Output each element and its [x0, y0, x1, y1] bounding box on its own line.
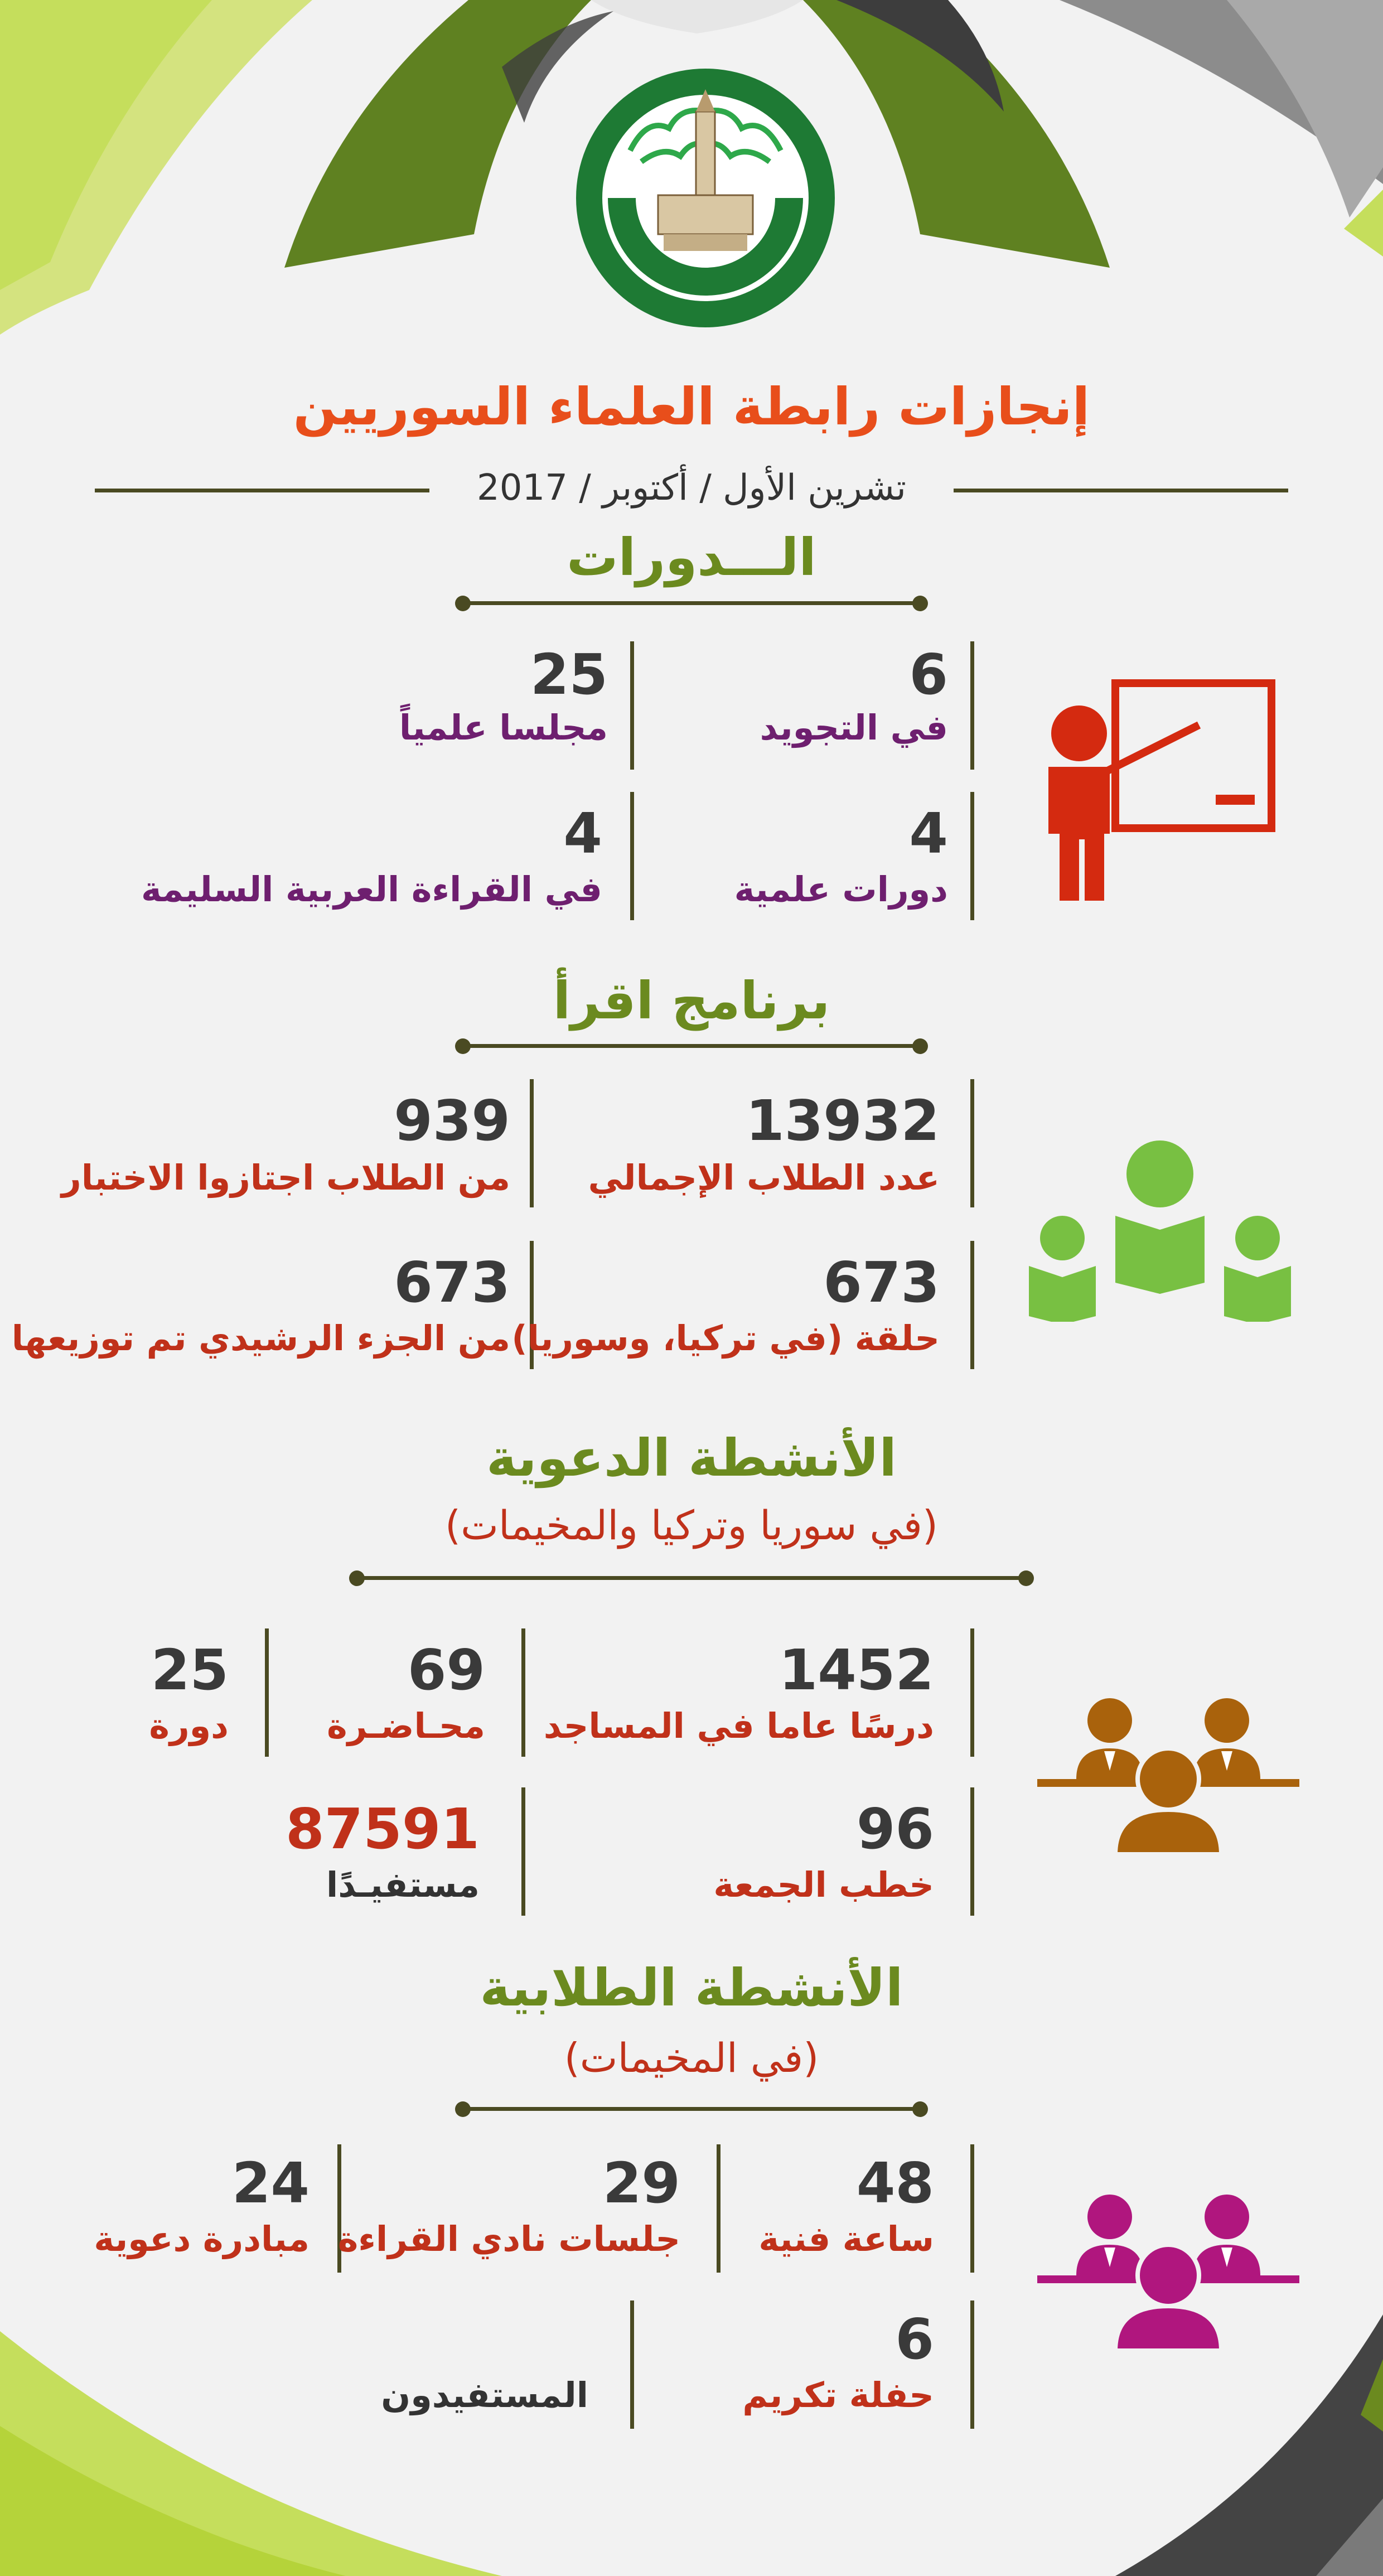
stat-value: 939	[394, 1088, 510, 1153]
stat-label: من الجزء الرشيدي تم توزيعها	[11, 1318, 510, 1359]
rule-dot	[455, 2101, 471, 2117]
stat-value: 673	[394, 1250, 510, 1315]
stat-value: 4	[909, 801, 948, 866]
stat-value-highlight: 87591	[286, 1796, 480, 1862]
stat-label: خطب الجمعة	[713, 1864, 934, 1905]
divider	[717, 2144, 720, 2273]
stat-value: 1452	[778, 1637, 934, 1703]
divider	[265, 1628, 269, 1757]
logo	[574, 67, 836, 329]
stat-value: 24	[231, 2150, 310, 2216]
stat-value: 69	[407, 1637, 485, 1703]
stat-value: 673	[823, 1250, 940, 1315]
rule-dot	[912, 596, 928, 611]
rule-dot	[1018, 1570, 1034, 1586]
divider	[970, 1628, 974, 1757]
section-title-iqra: برنامج اقرأ	[553, 971, 830, 1031]
divider	[521, 1628, 525, 1757]
divider	[630, 641, 634, 770]
divider	[970, 2144, 974, 2273]
stat-label: حفلة تكريم	[742, 2375, 934, 2415]
stat-label: مبادرة دعوية	[94, 2219, 310, 2259]
stat-label: درسًا عاما في المساجد	[543, 1705, 934, 1746]
stat-label: ساعة فنية	[758, 2219, 934, 2259]
section-title-student: الأنشطة الطلابية	[480, 1958, 903, 2018]
teacher-board-icon	[1037, 675, 1283, 909]
divider	[970, 641, 974, 770]
stat-label: حلقة (في تركيا، وسوريا)	[511, 1318, 940, 1359]
audience-brown-icon	[1037, 1695, 1299, 1857]
stat-value: 13932	[746, 1088, 940, 1153]
divider	[521, 1787, 525, 1916]
section-rule-dawah	[357, 1576, 1026, 1580]
stat-value: 6	[909, 642, 948, 707]
stat-value: 25	[151, 1637, 229, 1703]
divider	[970, 792, 974, 920]
stat-label: المستفيدون	[381, 2375, 588, 2415]
divider	[970, 1241, 974, 1369]
section-subtitle-student: (في المخيمات)	[564, 2034, 819, 2081]
students-reading-icon	[1026, 1138, 1294, 1322]
stat-label: محـاضـرة	[327, 1705, 485, 1746]
stat-label: في التجويد	[760, 707, 948, 748]
section-subtitle-dawah: (في سوريا وتركيا والمخيمات)	[445, 1502, 938, 1549]
stat-label: في القراءة العربية السليمة	[141, 869, 602, 910]
stat-value: 4	[563, 801, 602, 866]
rule-dot	[912, 2101, 928, 2117]
rule-dot	[912, 1038, 928, 1054]
stat-label: مجلسا علمياً	[399, 707, 608, 748]
stat-label: مستفيـدًا	[326, 1864, 480, 1905]
rule-dot	[349, 1570, 365, 1586]
audience-magenta-icon	[1037, 2192, 1299, 2353]
divider	[630, 792, 634, 920]
stat-value: 25	[530, 642, 608, 707]
stat-label: عدد الطلاب الإجمالي	[588, 1157, 940, 1198]
section-rule-student	[463, 2107, 920, 2111]
page-title: إنجازات رابطة العلماء السوريين	[293, 377, 1090, 437]
stat-label: من الطلاب اجتازوا الاختبار	[61, 1157, 510, 1198]
rule-dot	[455, 596, 471, 611]
divider	[970, 1787, 974, 1916]
divider	[970, 2300, 974, 2429]
stat-value: 6	[895, 2307, 934, 2372]
section-title-courses: الـــدورات	[567, 528, 816, 587]
section-rule-iqra	[463, 1044, 920, 1048]
stat-label: دورة	[149, 1705, 229, 1746]
divider	[970, 1079, 974, 1207]
logo-emblem	[574, 67, 836, 329]
stat-value: 48	[856, 2150, 934, 2216]
divider	[530, 1079, 534, 1207]
stat-value: 96	[856, 1796, 934, 1862]
rule-dot	[455, 1038, 471, 1054]
stat-label: جلسات نادي القراءة	[337, 2219, 680, 2259]
section-rule-courses	[463, 601, 920, 605]
divider	[630, 2300, 634, 2429]
stat-label: دورات علمية	[734, 869, 948, 910]
report-date: تشرين الأول / أكتوبر / 2017	[477, 467, 906, 509]
section-title-dawah: الأنشطة الدعوية	[486, 1428, 897, 1488]
stat-value: 29	[602, 2150, 680, 2216]
